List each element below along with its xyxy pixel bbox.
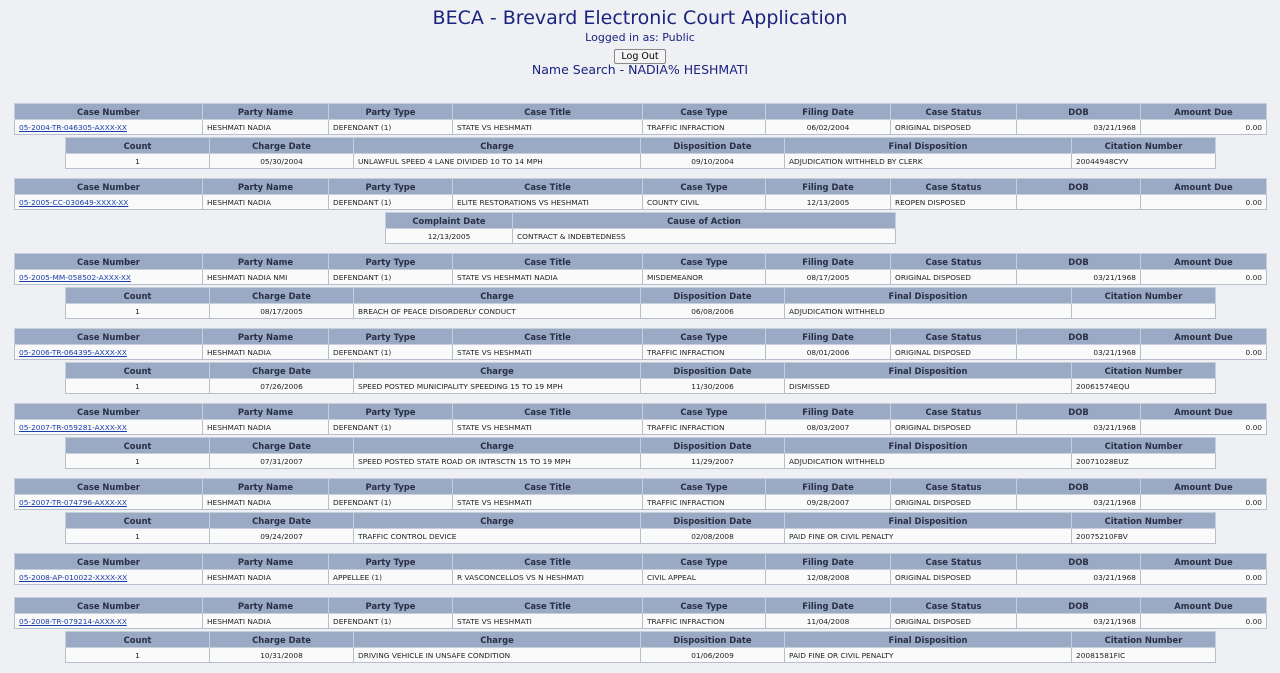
case-row xyxy=(15,120,1267,135)
cell-filing-date: 09/28/2007 xyxy=(766,495,891,510)
charge-header-row xyxy=(66,632,1216,648)
cell-count: 1 xyxy=(66,379,210,394)
cell-citation-number: 20081581FIC xyxy=(1072,648,1216,663)
page-header xyxy=(0,0,1280,84)
column-header: DOB xyxy=(1017,179,1141,195)
column-header: Case Number xyxy=(15,254,203,270)
charge-row xyxy=(66,529,1216,544)
column-header: Charge xyxy=(354,138,641,154)
cell-party-type: APPELLEE (1) xyxy=(329,570,453,585)
column-header: Filing Date xyxy=(766,104,891,120)
column-header: Filing Date xyxy=(766,179,891,195)
column-header: Count xyxy=(66,438,210,454)
column-header: Case Status xyxy=(891,179,1017,195)
app-title: BECA - Brevard Electronic Court Application xyxy=(432,7,848,29)
charge-table xyxy=(65,512,1216,544)
cell-filing-date: 08/03/2007 xyxy=(766,420,891,435)
charge-row xyxy=(66,648,1216,663)
cell-amount-due: 0.00 xyxy=(1141,120,1267,135)
cell-cause-of-action: CONTRACT & INDEBTEDNESS xyxy=(513,229,896,244)
cell-party-type: DEFENDANT (1) xyxy=(329,270,453,285)
column-header: Citation Number xyxy=(1072,513,1216,529)
column-header: Count xyxy=(66,138,210,154)
cell-case-title: ELITE RESTORATIONS VS HESHMATI xyxy=(453,195,643,210)
complaint-table xyxy=(385,212,896,244)
case-number-link[interactable]: 05-2007-TR-059281-AXXX-XX xyxy=(19,422,127,432)
column-header: Case Title xyxy=(453,329,643,345)
cell-case-title: R VASCONCELLOS VS N HESHMATI xyxy=(453,570,643,585)
cell-filing-date: 11/04/2008 xyxy=(766,614,891,629)
column-header: Disposition Date xyxy=(641,138,785,154)
cell-case-type: CIVIL APPEAL xyxy=(643,570,766,585)
cell-charge: SPEED POSTED MUNICIPALITY SPEEDING 15 TO 19 MPH xyxy=(354,379,641,394)
cell-disposition-date: 02/08/2008 xyxy=(641,529,785,544)
cell-case-title: STATE VS HESHMATI xyxy=(453,420,643,435)
column-header: Case Title xyxy=(453,179,643,195)
column-header: Charge Date xyxy=(210,632,354,648)
column-header: Case Title xyxy=(453,254,643,270)
case-row xyxy=(15,614,1267,629)
cell-case-type: TRAFFIC INFRACTION xyxy=(643,495,766,510)
column-header: Party Name xyxy=(203,254,329,270)
cell-count: 1 xyxy=(66,454,210,469)
cell-disposition-date: 11/29/2007 xyxy=(641,454,785,469)
column-header: Count xyxy=(66,288,210,304)
cell-case-status: ORIGINAL DISPOSED xyxy=(891,614,1017,629)
cell-citation-number: 20075210FBV xyxy=(1072,529,1216,544)
cell-party-type: DEFENDANT (1) xyxy=(329,495,453,510)
case-header-row xyxy=(15,598,1267,614)
cell-case-number xyxy=(15,420,203,435)
column-header: Amount Due xyxy=(1141,104,1267,120)
column-header: Party Type xyxy=(329,179,453,195)
column-header: Party Type xyxy=(329,104,453,120)
case-number-link[interactable]: 05-2008-TR-079214-AXXX-XX xyxy=(19,616,127,626)
charge-row xyxy=(66,304,1216,319)
case-header-row xyxy=(15,479,1267,495)
column-header: Case Type xyxy=(643,479,766,495)
column-header: Case Title xyxy=(453,479,643,495)
cell-dob: 03/21/1968 xyxy=(1017,120,1141,135)
cell-dob: 03/21/1968 xyxy=(1017,345,1141,360)
case-table xyxy=(14,403,1267,435)
column-header: Case Type xyxy=(643,329,766,345)
cell-case-type: TRAFFIC INFRACTION xyxy=(643,420,766,435)
cell-dob xyxy=(1017,195,1141,210)
cell-citation-number xyxy=(1072,304,1216,319)
complaint-header-row xyxy=(386,213,896,229)
cell-charge-date: 10/31/2008 xyxy=(210,648,354,663)
cell-charge-date: 05/30/2004 xyxy=(210,154,354,169)
column-header: Amount Due xyxy=(1141,404,1267,420)
column-header: Disposition Date xyxy=(641,438,785,454)
column-header: Cause of Action xyxy=(513,213,896,229)
column-header: Party Name xyxy=(203,598,329,614)
cell-party-type: DEFENDANT (1) xyxy=(329,120,453,135)
cell-party-name: HESHMATI NADIA xyxy=(203,120,329,135)
charge-table xyxy=(65,362,1216,394)
column-header: Charge xyxy=(354,288,641,304)
column-header: DOB xyxy=(1017,404,1141,420)
case-number-link[interactable]: 05-2006-TR-064395-AXXX-XX xyxy=(19,347,127,357)
column-header: Case Type xyxy=(643,598,766,614)
cell-dob: 03/21/1968 xyxy=(1017,495,1141,510)
cell-amount-due: 0.00 xyxy=(1141,495,1267,510)
column-header: Charge Date xyxy=(210,513,354,529)
column-header: Amount Due xyxy=(1141,329,1267,345)
cell-final-disposition: ADJUDICATION WITHHELD BY CLERK xyxy=(785,154,1072,169)
cell-disposition-date: 09/10/2004 xyxy=(641,154,785,169)
column-header: Case Status xyxy=(891,104,1017,120)
case-header-row xyxy=(15,404,1267,420)
cell-disposition-date: 01/06/2009 xyxy=(641,648,785,663)
cell-party-type: DEFENDANT (1) xyxy=(329,614,453,629)
column-header: Filing Date xyxy=(766,554,891,570)
logged-in-status: Logged in as: Public xyxy=(585,31,695,44)
cell-charge: SPEED POSTED STATE ROAD OR INTRSCTN 15 TO 19 MPH xyxy=(354,454,641,469)
case-table xyxy=(14,553,1267,585)
column-header: Final Disposition xyxy=(785,138,1072,154)
cell-charge: UNLAWFUL SPEED 4 LANE DIVIDED 10 TO 14 MPH xyxy=(354,154,641,169)
cell-case-title: STATE VS HESHMATI NADIA xyxy=(453,270,643,285)
cell-amount-due: 0.00 xyxy=(1141,195,1267,210)
cell-final-disposition: PAID FINE OR CIVIL PENALTY xyxy=(785,529,1072,544)
charge-header-row xyxy=(66,438,1216,454)
cell-party-name: HESHMATI NADIA xyxy=(203,614,329,629)
column-header: Disposition Date xyxy=(641,513,785,529)
cell-charge: TRAFFIC CONTROL DEVICE xyxy=(354,529,641,544)
cell-party-name: HESHMATI NADIA NMI xyxy=(203,270,329,285)
cell-disposition-date: 06/08/2006 xyxy=(641,304,785,319)
cell-case-status: ORIGINAL DISPOSED xyxy=(891,345,1017,360)
column-header: Party Type xyxy=(329,554,453,570)
cell-party-name: HESHMATI NADIA xyxy=(203,345,329,360)
charge-header-row xyxy=(66,513,1216,529)
cell-case-title: STATE VS HESHMATI xyxy=(453,120,643,135)
cell-party-type: DEFENDANT (1) xyxy=(329,420,453,435)
cell-charge: BREACH OF PEACE DISORDERLY CONDUCT xyxy=(354,304,641,319)
cell-party-name: HESHMATI NADIA xyxy=(203,570,329,585)
case-table xyxy=(14,178,1267,210)
cell-count: 1 xyxy=(66,154,210,169)
cell-party-name: HESHMATI NADIA xyxy=(203,495,329,510)
charge-row xyxy=(66,454,1216,469)
cell-amount-due: 0.00 xyxy=(1141,420,1267,435)
column-header: Case Title xyxy=(453,554,643,570)
case-number-link[interactable]: 05-2005-CC-030649-XXXX-XX xyxy=(19,197,129,207)
column-header: Case Status xyxy=(891,329,1017,345)
charge-row xyxy=(66,154,1216,169)
column-header: Case Status xyxy=(891,598,1017,614)
column-header: Party Name xyxy=(203,479,329,495)
charge-table xyxy=(65,287,1216,319)
cell-final-disposition: ADJUDICATION WITHHELD xyxy=(785,454,1072,469)
case-number-link[interactable]: 05-2005-MM-058502-AXXX-XX xyxy=(19,272,131,282)
column-header: Citation Number xyxy=(1072,438,1216,454)
cell-case-status: ORIGINAL DISPOSED xyxy=(891,570,1017,585)
cell-final-disposition: ADJUDICATION WITHHELD xyxy=(785,304,1072,319)
cell-case-status: ORIGINAL DISPOSED xyxy=(891,270,1017,285)
column-header: Case Status xyxy=(891,479,1017,495)
column-header: Disposition Date xyxy=(641,363,785,379)
cell-case-type: TRAFFIC INFRACTION xyxy=(643,120,766,135)
charge-header-row xyxy=(66,363,1216,379)
column-header: Amount Due xyxy=(1141,254,1267,270)
column-header: Case Status xyxy=(891,254,1017,270)
cell-filing-date: 06/02/2004 xyxy=(766,120,891,135)
search-title: Name Search - NADIA% HESHMATI xyxy=(531,62,749,77)
case-number-link[interactable]: 05-2007-TR-074796-AXXX-XX xyxy=(19,497,127,507)
cell-citation-number: 20044948CYV xyxy=(1072,154,1216,169)
cell-case-status: REOPEN DISPOSED xyxy=(891,195,1017,210)
cell-dob: 03/21/1968 xyxy=(1017,420,1141,435)
case-row xyxy=(15,270,1267,285)
column-header: Citation Number xyxy=(1072,138,1216,154)
cell-case-status: ORIGINAL DISPOSED xyxy=(891,120,1017,135)
case-row xyxy=(15,420,1267,435)
column-header: Case Type xyxy=(643,404,766,420)
column-header: Disposition Date xyxy=(641,288,785,304)
cell-case-type: MISDEMEANOR xyxy=(643,270,766,285)
column-header: Filing Date xyxy=(766,598,891,614)
column-header: Charge Date xyxy=(210,438,354,454)
cell-party-name: HESHMATI NADIA xyxy=(203,195,329,210)
column-header: Disposition Date xyxy=(641,632,785,648)
charge-table xyxy=(65,137,1216,169)
cell-case-type: TRAFFIC INFRACTION xyxy=(643,345,766,360)
column-header: Case Number xyxy=(15,329,203,345)
column-header: Case Type xyxy=(643,179,766,195)
case-header-row xyxy=(15,104,1267,120)
column-header: Party Type xyxy=(329,479,453,495)
cell-dob: 03/21/1968 xyxy=(1017,614,1141,629)
column-header: Count xyxy=(66,513,210,529)
column-header: Case Title xyxy=(453,404,643,420)
column-header: Final Disposition xyxy=(785,438,1072,454)
column-header: Filing Date xyxy=(766,404,891,420)
cell-case-title: STATE VS HESHMATI xyxy=(453,614,643,629)
cell-complaint-date: 12/13/2005 xyxy=(386,229,513,244)
column-header: DOB xyxy=(1017,554,1141,570)
cell-charge-date: 09/24/2007 xyxy=(210,529,354,544)
column-header: Case Status xyxy=(891,554,1017,570)
cell-amount-due: 0.00 xyxy=(1141,614,1267,629)
column-header: Charge xyxy=(354,438,641,454)
column-header: DOB xyxy=(1017,329,1141,345)
column-header: Party Type xyxy=(329,254,453,270)
charge-row xyxy=(66,379,1216,394)
case-table xyxy=(14,103,1267,135)
cell-dob: 03/21/1968 xyxy=(1017,570,1141,585)
cell-filing-date: 08/17/2005 xyxy=(766,270,891,285)
column-header: Case Number xyxy=(15,479,203,495)
column-header: Case Number xyxy=(15,404,203,420)
column-header: Party Name xyxy=(203,179,329,195)
column-header: Party Type xyxy=(329,329,453,345)
charge-header-row xyxy=(66,138,1216,154)
cell-case-number xyxy=(15,345,203,360)
column-header: Final Disposition xyxy=(785,288,1072,304)
cell-case-number xyxy=(15,614,203,629)
cell-case-number xyxy=(15,120,203,135)
logout-button[interactable]: Log Out xyxy=(614,49,665,64)
column-header: Count xyxy=(66,632,210,648)
cell-citation-number: 20071028EUZ xyxy=(1072,454,1216,469)
cell-charge-date: 07/26/2006 xyxy=(210,379,354,394)
column-header: Case Number xyxy=(15,554,203,570)
column-header: Count xyxy=(66,363,210,379)
column-header: Case Type xyxy=(643,104,766,120)
cell-case-number xyxy=(15,495,203,510)
cell-case-title: STATE VS HESHMATI xyxy=(453,345,643,360)
column-header: Final Disposition xyxy=(785,513,1072,529)
column-header: DOB xyxy=(1017,598,1141,614)
column-header: Amount Due xyxy=(1141,598,1267,614)
cell-disposition-date: 11/30/2006 xyxy=(641,379,785,394)
case-table xyxy=(14,328,1267,360)
column-header: Party Name xyxy=(203,104,329,120)
cell-count: 1 xyxy=(66,648,210,663)
cell-case-type: TRAFFIC INFRACTION xyxy=(643,614,766,629)
column-header: Amount Due xyxy=(1141,554,1267,570)
column-header: Filing Date xyxy=(766,329,891,345)
cell-filing-date: 12/13/2005 xyxy=(766,195,891,210)
cell-party-type: DEFENDANT (1) xyxy=(329,345,453,360)
cell-final-disposition: DISMISSED xyxy=(785,379,1072,394)
cell-charge-date: 08/17/2005 xyxy=(210,304,354,319)
column-header: Citation Number xyxy=(1072,363,1216,379)
cell-case-status: ORIGINAL DISPOSED xyxy=(891,495,1017,510)
column-header: Complaint Date xyxy=(386,213,513,229)
case-header-row xyxy=(15,254,1267,270)
column-header: Charge xyxy=(354,632,641,648)
cell-amount-due: 0.00 xyxy=(1141,270,1267,285)
cell-filing-date: 12/08/2008 xyxy=(766,570,891,585)
cell-count: 1 xyxy=(66,304,210,319)
column-header: Case Title xyxy=(453,104,643,120)
column-header: Amount Due xyxy=(1141,179,1267,195)
case-table xyxy=(14,253,1267,285)
cell-count: 1 xyxy=(66,529,210,544)
charge-table xyxy=(65,437,1216,469)
column-header: Case Number xyxy=(15,104,203,120)
case-header-row xyxy=(15,179,1267,195)
column-header: Citation Number xyxy=(1072,632,1216,648)
cell-amount-due: 0.00 xyxy=(1141,345,1267,360)
column-header: DOB xyxy=(1017,104,1141,120)
column-header: Party Name xyxy=(203,554,329,570)
cell-party-type: DEFENDANT (1) xyxy=(329,195,453,210)
cell-case-title: STATE VS HESHMATI xyxy=(453,495,643,510)
cell-dob: 03/21/1968 xyxy=(1017,270,1141,285)
case-header-row xyxy=(15,554,1267,570)
case-row xyxy=(15,570,1267,585)
column-header: Party Type xyxy=(329,404,453,420)
cell-case-number xyxy=(15,195,203,210)
charge-table xyxy=(65,631,1216,663)
column-header: Case Type xyxy=(643,254,766,270)
complaint-row xyxy=(386,229,896,244)
column-header: DOB xyxy=(1017,479,1141,495)
case-table xyxy=(14,478,1267,510)
column-header: Party Name xyxy=(203,404,329,420)
column-header: Amount Due xyxy=(1141,479,1267,495)
column-header: Filing Date xyxy=(766,479,891,495)
case-table xyxy=(14,597,1267,629)
column-header: Case Number xyxy=(15,179,203,195)
cell-case-number xyxy=(15,570,203,585)
column-header: Citation Number xyxy=(1072,288,1216,304)
case-header-row xyxy=(15,329,1267,345)
column-header: Charge Date xyxy=(210,363,354,379)
cell-charge-date: 07/31/2007 xyxy=(210,454,354,469)
cell-filing-date: 08/01/2006 xyxy=(766,345,891,360)
column-header: Charge Date xyxy=(210,288,354,304)
cell-charge: DRIVING VEHICLE IN UNSAFE CONDITION xyxy=(354,648,641,663)
column-header: Charge xyxy=(354,363,641,379)
column-header: Charge xyxy=(354,513,641,529)
column-header: Party Type xyxy=(329,598,453,614)
cell-final-disposition: PAID FINE OR CIVIL PENALTY xyxy=(785,648,1072,663)
column-header: Final Disposition xyxy=(785,363,1072,379)
charge-header-row xyxy=(66,288,1216,304)
case-row xyxy=(15,195,1267,210)
column-header: Case Number xyxy=(15,598,203,614)
column-header: DOB xyxy=(1017,254,1141,270)
case-number-link[interactable]: 05-2008-AP-010022-XXXX-XX xyxy=(19,572,128,582)
column-header: Filing Date xyxy=(766,254,891,270)
cell-case-status: ORIGINAL DISPOSED xyxy=(891,420,1017,435)
case-row xyxy=(15,495,1267,510)
column-header: Final Disposition xyxy=(785,632,1072,648)
column-header: Case Title xyxy=(453,598,643,614)
column-header: Party Name xyxy=(203,329,329,345)
cell-case-type: COUNTY CIVIL xyxy=(643,195,766,210)
column-header: Case Type xyxy=(643,554,766,570)
cell-citation-number: 20061574EQU xyxy=(1072,379,1216,394)
cell-amount-due: 0.00 xyxy=(1141,570,1267,585)
cell-case-number xyxy=(15,270,203,285)
case-number-link[interactable]: 05-2004-TR-046305-AXXX-XX xyxy=(19,122,127,132)
column-header: Case Status xyxy=(891,404,1017,420)
column-header: Charge Date xyxy=(210,138,354,154)
cell-party-name: HESHMATI NADIA xyxy=(203,420,329,435)
case-row xyxy=(15,345,1267,360)
